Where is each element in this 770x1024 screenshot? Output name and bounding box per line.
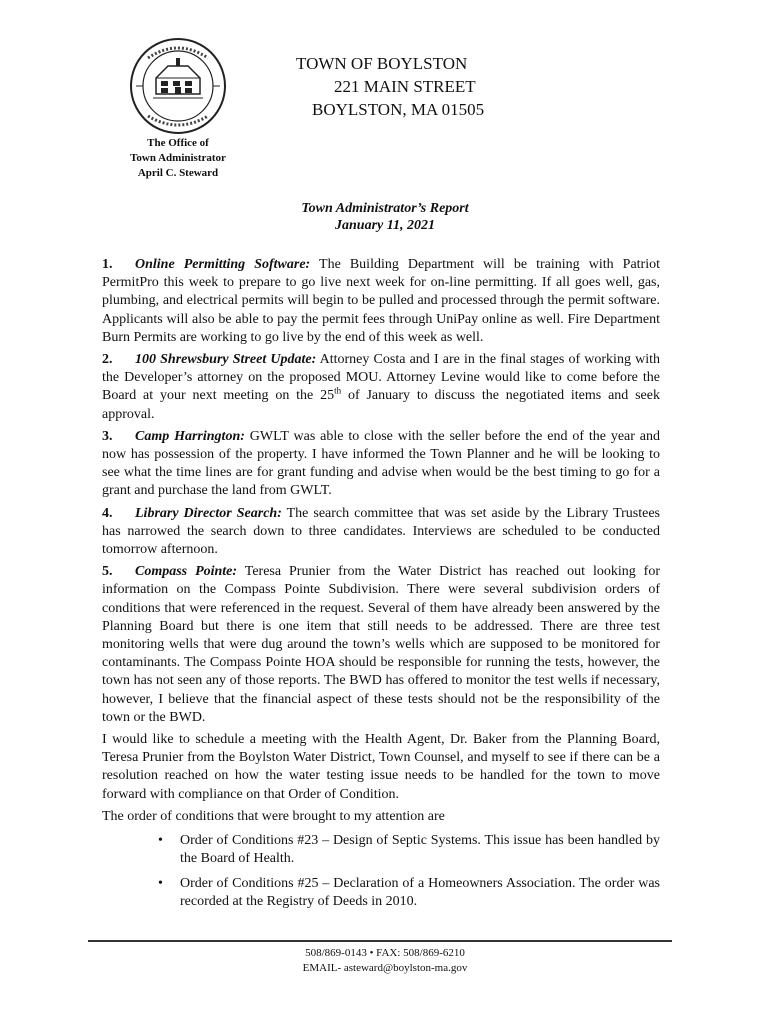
item-title: Online Permitting Software: (135, 257, 311, 272)
bullet-icon: • (158, 875, 163, 891)
report-body (102, 256, 660, 917)
office-line: The Office of (147, 137, 209, 149)
item-number: 5. (102, 564, 113, 580)
report-item (102, 428, 660, 501)
report-item (102, 505, 660, 560)
report-item (102, 563, 660, 727)
report-item (102, 351, 660, 424)
item-title: 100 Shrewsbury Street Update: (135, 352, 317, 368)
list-item (158, 875, 660, 911)
footer-divider (88, 940, 672, 942)
footer (0, 946, 770, 976)
item-number: 4. (102, 505, 113, 521)
item-number: 1. (102, 257, 113, 272)
item-title: Compass Pointe: (135, 564, 238, 580)
item-text: The Building Department will be training with Patriot PermitPro this week to prepare to go live next week for on-line permitting. If all goes well, gas, plumbing, and electrical permits will begin to be pulled and processed through the permit software. Applicants will also be able to pay the permit fees through UniPay online as well. Fire Department Burn Permits are working to go live by the end of this week as well. (102, 257, 660, 345)
item-text: Attorney Costa and I are in the final stages of working with the Developer’s attorney on the proposed MOU. Attorney Levine would like to come before the Board at your next meeting on the 25 (102, 352, 660, 404)
item-title: Camp Harrington: (135, 428, 245, 444)
item-text: The search committee that was set aside by the Library Trustees has narrowed the search down to three candidates. Interviews are scheduled to be conducted tomorrow afternoon. (102, 505, 660, 558)
street-address: 221 MAIN STREET (334, 77, 476, 96)
item-text: GWLT was able to close with the seller before the end of the year and now has possession of the property. I have informed the Town Planner and he will be looking to see what the time lines are for grant funding and advise when would be the best timing to go for a grant and purchase the land from GWLT. (102, 428, 660, 499)
letterhead-title (296, 52, 596, 121)
office-line: Town Administrator (130, 152, 226, 164)
town-seal-logo (128, 36, 228, 136)
order-intro: The order of conditions that were brought to my attention are (102, 808, 445, 824)
ordinal-suffix: th (334, 385, 342, 396)
order-list (102, 832, 660, 911)
town-name: TOWN OF BOYLSTON (296, 54, 468, 73)
list-item-text: Order of Conditions #25 – Declaration of a Homeowners Association. The order was recorded at the Registry of Deeds in 2010. (180, 875, 660, 909)
list-item (158, 832, 660, 868)
footer-email: EMAIL- asteward@boylston-ma.gov (302, 962, 468, 974)
list-item-text: Order of Conditions #23 – Design of Septic Systems. This issue has been handled by the Board of Health. (180, 833, 660, 867)
office-block (108, 136, 248, 181)
report-heading (0, 200, 770, 234)
item-number: 2. (102, 352, 113, 368)
meeting-paragraph: I would like to schedule a meeting with the Health Agent, Dr. Baker from the Planning Board, Teresa Prunier from the Boylston Water District, Town Counsel, and myself to see if there can be a resolution reached on how the water testing issue needs to be handled for the town to move forward with compliance on that Order of Condition. (102, 732, 660, 802)
item-number: 3. (102, 428, 113, 444)
item-text: Teresa Prunier from the Water District has reached out looking for information on the Compass Pointe Subdivision. There were several subdivision orders of conditions that were referenced in the request. Several of them have already been answered by the Planning Board but there is one item that still needs to be addressed. There are three test monitoring wells that were dug around the town’s wells which are supposed to be monitored for contaminants. The Compass Pointe HOA should be responsible for running the tests, however, the town has not seen any of those reports. The BWD has offered to monitor the test wells if necessary, however, I believe that the financial aspect of these tests should not be the responsibility of the town or the BWD. (102, 564, 660, 725)
item-text: of January to discuss the negotiated items and seek approval. (102, 388, 660, 422)
report-item (102, 256, 660, 347)
report-date: January 11, 2021 (335, 218, 435, 233)
report-title: Town Administrator’s Report (301, 201, 469, 216)
office-name: April C. Steward (137, 167, 219, 179)
item-title: Library Director Search: (135, 505, 282, 521)
bullet-icon: • (158, 833, 163, 849)
city-state-zip: BOYLSTON, MA 01505 (312, 100, 485, 119)
footer-phone-fax: 508/869-0143 • FAX: 508/869-6210 (305, 947, 465, 959)
